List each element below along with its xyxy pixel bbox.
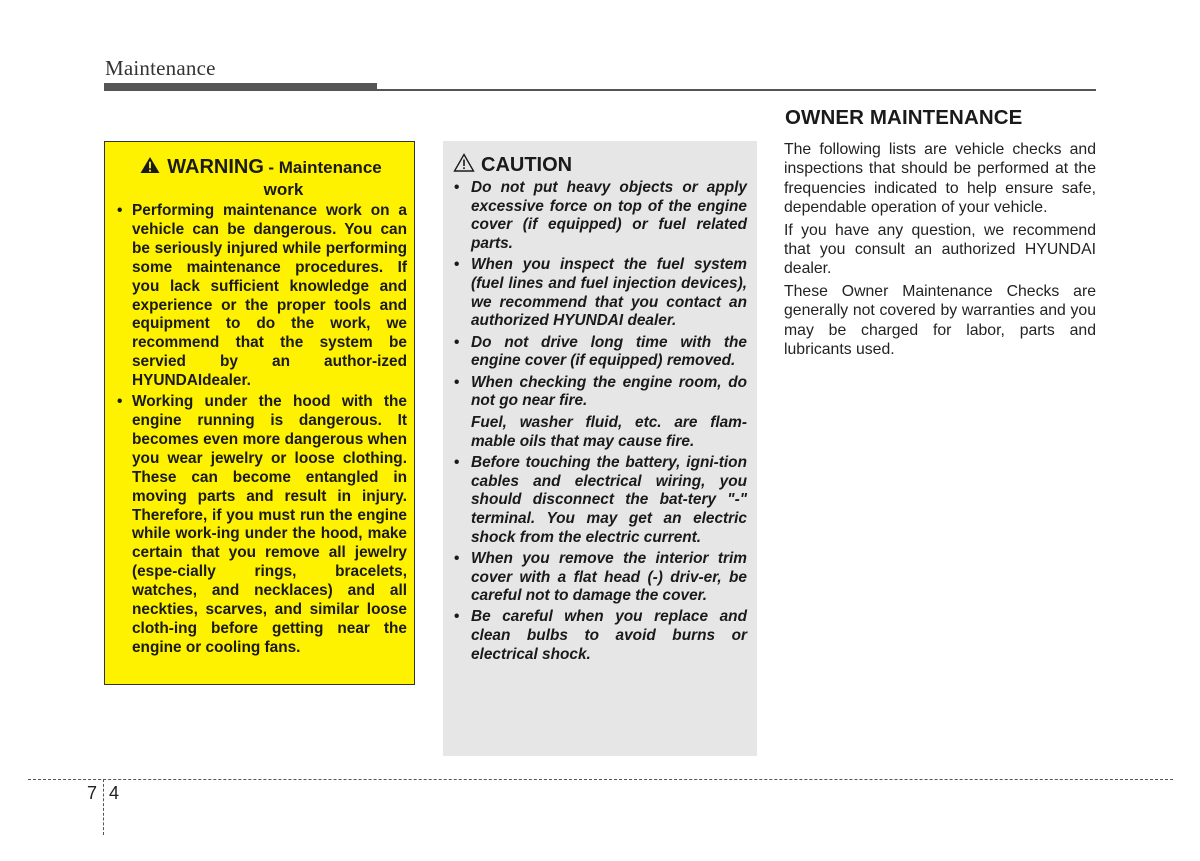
caution-list — [453, 179, 747, 667]
caution-item — [453, 374, 747, 452]
caution-word: CAUTION — [481, 154, 573, 176]
caution-item — [453, 550, 747, 606]
warning-subtitle-line2: work — [263, 180, 304, 199]
warning-item: • Performing maintenance work on a vehicle can be dangerous. You can be seriously injured while performing some maintenance procedures. If you lack sufficient knowledge and experience or the proper tools and equipment to do the work, we recommend that the system be servied by an author-ized HYUNDAIdealer. — [117, 202, 407, 391]
footer-rule — [28, 779, 1173, 780]
caution-item-text: Before touching the battery, igni-tion cables and electrical wiring, you should disconnect the bat-tery "-" terminal. You may get an electric shock from the electric current. — [471, 453, 747, 546]
body-paragraph: If you have any question, we recommend that you consult an authorized HYUNDAI dealer. — [784, 221, 1096, 278]
warning-subtitle: - Maintenance — [268, 158, 382, 177]
caution-item — [453, 256, 747, 331]
caution-item-text: When you inspect the fuel system (fuel lines and fuel injection devices), we recommend that you contact an authorized HYUNDAI dealer. — [471, 256, 747, 330]
caution-item — [453, 179, 747, 254]
caution-item-text: Do not put heavy objects or apply excessive force on top of the engine cover (if equipped) or fuel related parts. — [471, 179, 747, 253]
page-chapter-number: 7 — [87, 783, 98, 803]
caution-item-extra: Fuel, washer fluid, etc. are flam-mable oils that may cause fire. — [471, 413, 747, 450]
caution-item — [453, 454, 747, 548]
warning-list — [117, 202, 407, 660]
caution-item-text: When checking the engine room, do not go near fire. — [471, 373, 747, 410]
caution-item — [453, 608, 747, 664]
body-paragraph: These Owner Maintenance Checks are generally not covered by warranties and you may be charged for labor, parts and lubricants used. — [784, 282, 1096, 359]
caution-item — [453, 334, 747, 371]
running-header: Maintenance — [105, 56, 216, 80]
warning-box — [104, 141, 415, 685]
header-rule — [104, 89, 1096, 91]
section-title: OWNER MAINTENANCE — [785, 106, 1023, 129]
caution-triangle-icon — [453, 153, 475, 172]
caution-item-text: Be careful when you replace and clean bulbs to avoid burns or electrical shock. — [471, 608, 747, 663]
warning-word: WARNING — [167, 156, 264, 178]
warning-heading — [105, 156, 416, 200]
warning-triangle-icon — [139, 156, 161, 174]
caution-item-text: Do not drive long time with the engine cover (if equipped) removed. — [471, 333, 747, 370]
caution-box — [443, 141, 757, 756]
warning-item: • Working under the hood with the engine running is dangerous. It becomes even more dangerous when you wear jewelry or loose clothing. These can become entangled in moving parts and result in injury. Therefore, if you must run the engine while work-ing under the hood, make certain that you remove all jewelry (espe-cially rings, bracelets, watches, and necklaces) and all neckties, scarves, and similar loose cloth-ing before getting near the engine or cooling fans. — [117, 393, 407, 658]
caution-item-text: When you remove the interior trim cover with a flat head (-) driv-er, be careful not to damage the cover. — [471, 549, 747, 605]
owner-maintenance-body — [784, 140, 1096, 362]
caution-heading — [453, 153, 572, 177]
body-paragraph: The following lists are vehicle checks and inspections that should be performed at the frequencies indicated to help ensure safe, dependable operation of your vehicle. — [784, 141, 1096, 217]
footer-divider — [103, 779, 104, 835]
page-number: 4 — [109, 783, 120, 803]
